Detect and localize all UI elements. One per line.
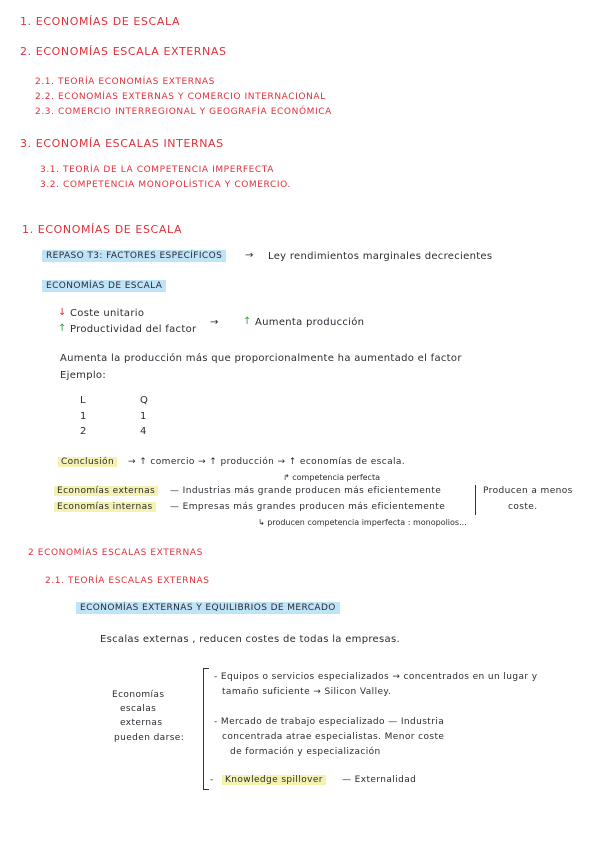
toc-item-3-1: 3.1. TEORÍA DE LA COMPETENCIA IMPERFECTA	[40, 165, 274, 175]
conclusion-text: → ↑ comercio → ↑ producción → ↑ economías de escala.	[128, 457, 406, 467]
repaso-text: Ley rendimientos marginales decrecientes	[268, 251, 493, 262]
productividad-factor: Productividad del factor	[70, 324, 197, 335]
table-cell: 1	[140, 411, 147, 422]
int-label: Economías internas	[54, 502, 156, 512]
int-text: — Empresas más grandes producen más eficientemente	[170, 502, 446, 512]
toc-item-1: 1. ECONOMÍAS DE ESCALA	[20, 15, 181, 28]
section1-title: 1. ECONOMÍAS DE ESCALA	[22, 223, 183, 236]
up-arrow-icon: ↑	[243, 316, 252, 327]
brace	[203, 668, 209, 790]
section2-sub: 2.1. TEORÍA ESCALAS EXTERNAS	[45, 576, 210, 586]
bullet-2-line-1: - Mercado de trabajo especializado — Industria	[214, 717, 445, 727]
conclusion-label: Conclusión	[58, 457, 117, 467]
bullet-2-line-2: concentrada atrae especialistas. Menor coste	[222, 732, 445, 742]
section2-title: 2 ECONOMÍAS ESCALAS EXTERNAS	[28, 548, 203, 558]
table-cell: 1	[80, 411, 87, 422]
ext-text: — Industrias más grande producen más eficientemente	[170, 486, 442, 496]
bullet-1-line-2: tamaño suficiente → Silicon Valley.	[222, 687, 392, 697]
toc-item-2: 2. ECONOMÍAS ESCALA EXTERNAS	[20, 45, 227, 58]
table-header-l: L	[80, 395, 86, 406]
left-label-3: externas	[120, 718, 163, 728]
bracket-line	[475, 485, 476, 515]
side-note-2: coste.	[508, 502, 538, 512]
bullet-3-dash: -	[210, 775, 214, 785]
toc-item-2-2: 2.2. ECONOMÍAS EXTERNAS Y COMERCIO INTERNACIONAL	[35, 92, 326, 102]
knowledge-spillover: Knowledge spillover	[222, 775, 326, 785]
down-arrow-icon: ↓	[58, 307, 67, 318]
repaso-label: REPASO T3: FACTORES ESPECÍFICOS	[42, 250, 226, 262]
left-label-2: escalas	[120, 704, 157, 714]
ext-label: Economías externas	[54, 486, 158, 496]
left-label-1: Economías	[112, 690, 165, 700]
ejemplo-label: Ejemplo:	[60, 370, 107, 381]
up-arrow-icon: ↑	[58, 323, 67, 334]
bullet-1-line-1: - Equipos o servicios especializados → concentrados en un lugar y	[214, 672, 538, 682]
repaso-arrow: →	[245, 250, 254, 261]
section2-desc: Escalas externas , reducen costes de todas la empresas.	[100, 634, 400, 645]
competencia-perfecta: ↱ competencia perfecta	[283, 473, 380, 482]
table-cell: 2	[80, 426, 87, 437]
table-cell: 4	[140, 426, 147, 437]
aumenta-arrow: →	[210, 317, 219, 328]
coste-unitario: Coste unitario	[70, 308, 145, 319]
bullet-2-line-3: de formación y especialización	[230, 747, 381, 757]
externalidad: — Externalidad	[342, 775, 417, 785]
subtitle-economias-escala: ECONOMÍAS DE ESCALA	[42, 280, 166, 292]
table-header-q: Q	[140, 395, 149, 406]
competencia-imperfecta: ↳ producen competencia imperfecta : monopolios...	[258, 518, 467, 527]
left-label-4: pueden darse:	[114, 733, 185, 743]
aumenta-produccion: Aumenta producción	[255, 317, 365, 328]
toc-item-3-2: 3.2. COMPETENCIA MONOPOLÍSTICA Y COMERCIO.	[40, 180, 291, 190]
definition-text: Aumenta la producción más que proporcionalmente ha aumentado el factor	[60, 353, 462, 364]
toc-item-2-3: 2.3. COMERCIO INTERREGIONAL Y GEOGRAFÍA ECONÓMICA	[35, 107, 332, 117]
side-note-1: Producen a menos	[483, 486, 573, 496]
toc-item-3: 3. ECONOMÍA ESCALAS INTERNAS	[20, 137, 224, 150]
toc-item-2-1: 2.1. TEORÍA ECONOMÍAS EXTERNAS	[35, 77, 215, 87]
section2-highlight: ECONOMÍAS EXTERNAS Y EQUILIBRIOS DE MERCADO	[76, 602, 340, 614]
